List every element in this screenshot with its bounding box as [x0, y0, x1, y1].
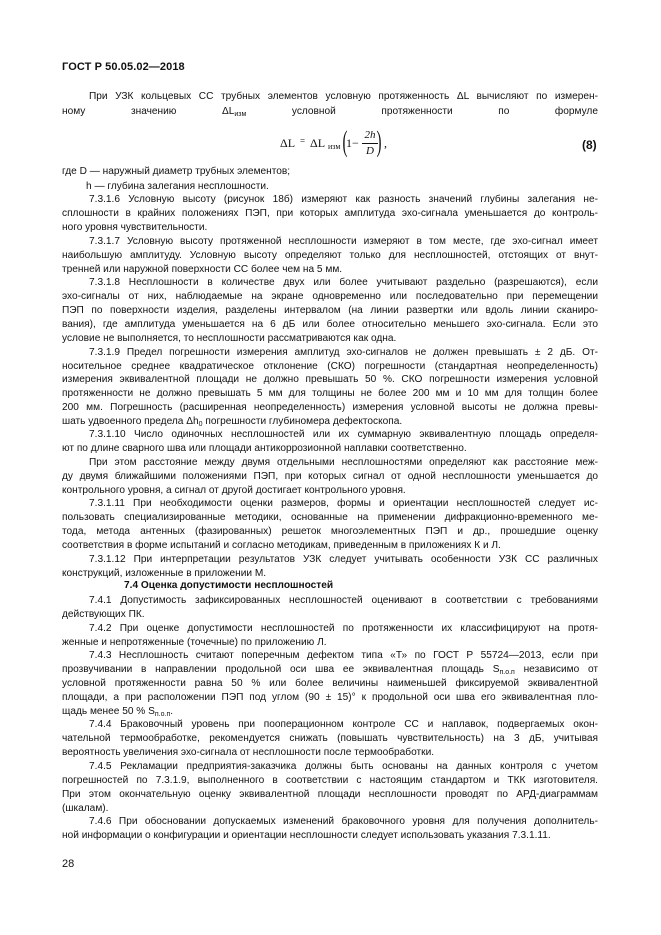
text-line: где D — наружный диаметр трубных элементов;	[62, 166, 291, 177]
text-line: условие не выполняется, то несплошности рассматриваются как одна.	[62, 333, 397, 344]
text-line: 7.3.1.12 При интерпретации результатов УЗК следует учитывать особенности УЗК СС различных	[89, 554, 598, 565]
text-line: тода, метода антенных (фазированных) решеток многоэлементных ПЭП и др., прошедшие оценку	[62, 526, 598, 537]
equation-number: (8)	[582, 138, 597, 152]
formula-rhs: ΔL	[310, 136, 326, 150]
text-line: При этом расстояние между двумя отдельными несплошностями определяют как расстояние меж-	[89, 457, 598, 468]
text-line: наибольшую амплитуду. Условную высоту определяют только для несплошностей, отстоящих от внут-	[62, 250, 598, 261]
text-line: ного уровня чувствительности.	[62, 222, 208, 233]
fraction-numerator: 2h	[362, 128, 378, 144]
text-line: женные и непротяженные (точечные) по приложению Л.	[62, 637, 327, 648]
text-line: ному значению $\Delta L_{изм}$ условной протяженности по формуле	[62, 106, 598, 118]
text-line: 7.3.1.7 Условную высоту протяженной несплошности измеряют в том месте, где эхо-сигнал имеет	[89, 236, 598, 247]
text-line: пользовать специализированные методики, основанные на применении дифракционно-временного ме-	[62, 512, 598, 523]
text-line: 7.4.2 При оценке допустимости несплошностей по протяженности их классифицируют на протя-	[89, 623, 598, 634]
text-line: вания), где амплитуда уменьшается на 6 дБ или более относительно меньшего эхо-сигнала. Если это	[62, 319, 598, 330]
text-line: 7.3.1.10 Число одиночных несплошностей или их суммарную эквивалентную площадь определя-	[89, 429, 598, 440]
formula-lhs: ΔL	[280, 136, 296, 150]
text-line: носительное среднее квадратическое отклонение (СКО) погрешности (стандартная неопределенность)	[62, 361, 598, 372]
text-line: 7.4.3 Несплошность считают поперечным дефектом типа «Т» по ГОСТ Р 55724—2013, если при	[89, 650, 598, 661]
text-line: 7.3.1.8 Несплошности в количестве двух или более учитывают раздельно (разрешаются), если	[89, 277, 598, 288]
text-line: вероятность увеличения эхо-сигнала от несплошности после термообработки.	[62, 747, 435, 758]
text-line: тренней или наружной поверхности СС более чем на 5 мм.	[62, 264, 343, 275]
text-line: (шкалам).	[62, 803, 109, 814]
page-header: ГОСТ Р 50.05.02—2018	[62, 61, 185, 73]
text-line: При этом окончательную оценку эквивалентной площади несплошности проводят по АРД-диаграммам	[62, 789, 598, 800]
text-line: ют по длине сварного шва или площади антикоррозионной наплавки соответственно.	[62, 443, 467, 454]
text-line: 7.4 Оценка допустимости несплошностей	[124, 580, 334, 591]
formula-8	[280, 125, 400, 162]
text-line: условной протяженности равна 50 % или более величины наименьшей фиксируемой эквивалентной	[62, 678, 598, 689]
text-line: конструкций, изложенные в приложении М.	[62, 568, 267, 579]
text-line: действующих ПК.	[62, 609, 145, 620]
text-line: 7.4.4 Браковочный уровень при пооперационном контроле СС и наплавок, подвергаемых окон-	[89, 719, 598, 730]
paren-open: (	[342, 125, 348, 158]
text-line: При УЗК кольцевых СС трубных элементов условную протяженность ΔL вычисляют по измерен-	[89, 91, 598, 102]
text-line: щадь менее 50 % $S_{п.о.п}$.	[62, 706, 174, 718]
text-line: 7.4.1 Допустимость зафиксированных несплошностей оценивают в соответствии с требованиями	[89, 595, 598, 606]
formula-rhs-sub: изм	[328, 142, 341, 151]
fraction-denominator: D	[366, 145, 374, 157]
text-line: сплошности в крайних положениях ПЭП, при которых амплитуда эхо-сигнала уменьшается до контроль-	[62, 208, 598, 219]
text-line: 7.3.1.9 Предел погрешности измерения амплитуд эхо-сигналов не должен превышать ± 2 дБ. От-	[89, 347, 598, 358]
text-line: 7.4.5 Рекламации предприятия-заказчика должны быть основаны на данных контроля с учетом	[89, 761, 598, 772]
text-line: h — глубина залегания несплошности.	[86, 181, 269, 192]
page-number: 28	[62, 858, 75, 870]
text-line: шать удвоенного предела $\Delta h_0$ погрешности глубиномера дефектоскопа.	[62, 416, 403, 428]
text-line: ду двумя ближайшими положениями ПЭП, при которых сигнал от одной несплошности уменьшается до	[62, 471, 598, 482]
formula-one-minus: 1−	[346, 136, 359, 150]
text-line: контрольного уровня, а сигнал от другой достигает контрольного уровня.	[62, 485, 406, 496]
text-line: эхо-сигналы от них, наблюдаемые на экране одновременно или последовательно при перемещении	[62, 291, 598, 302]
text-line: соответствия в форме испытаний и согласно методикам, приведенным в приложениях К и Л.	[62, 540, 501, 551]
text-line: 7.3.1.11 При необходимости оценки размеров, формы и ориентации несплошностей следует ис-	[89, 498, 598, 509]
text-line: протяженности не должно превышать 5 мм для толщины не более 200 мм и 10 мм для толщин более	[62, 388, 598, 399]
text-line: ПЭП по поверхности изделия, разделены интервалом (на линии развертки или вдоль линии сканиро-	[62, 305, 598, 316]
text-line: измерения эквивалентной площади не должно превышать 50 %. СКО погрешности измерения условной	[62, 374, 598, 385]
text-line: 7.3.1.6 Условную высоту (рисунок 18б) измеряют как разность значений глубины залегания не-	[89, 194, 598, 205]
formula-eq: =	[300, 136, 306, 146]
text-line: прозвучивании в направлении продольной оси шва ее эквивалентная площадь $S_{п.о.п}$ независимо от	[62, 664, 598, 676]
text-line: ной информации о конфигурации и ориентации несплошности следует использовать указания 7.3.1.11.	[62, 830, 551, 841]
formula-tail: ,	[384, 136, 387, 150]
text-line: площади, а при расположении ПЭП под углом (90 ± 15)° к продольной оси шва его эквивалентная пло-	[62, 692, 598, 703]
text-line: 200 мм. Погрешность (расширенная неопределенность) измерения условной высоты не должна превы-	[62, 402, 598, 413]
paren-close: )	[376, 125, 382, 158]
text-line: 7.4.6 При обосновании допускаемых изменений браковочного уровня для получения дополнитель-	[89, 816, 598, 827]
text-line: чательной термообработке, рекомендуется снижать (повышать чувствительность) на 3 дБ, учитывая	[62, 733, 598, 744]
text-line: погрешностей по 7.3.1.9, выполненного в соответствии с настоящим стандартом и ТКК изготовителя.	[62, 775, 598, 786]
